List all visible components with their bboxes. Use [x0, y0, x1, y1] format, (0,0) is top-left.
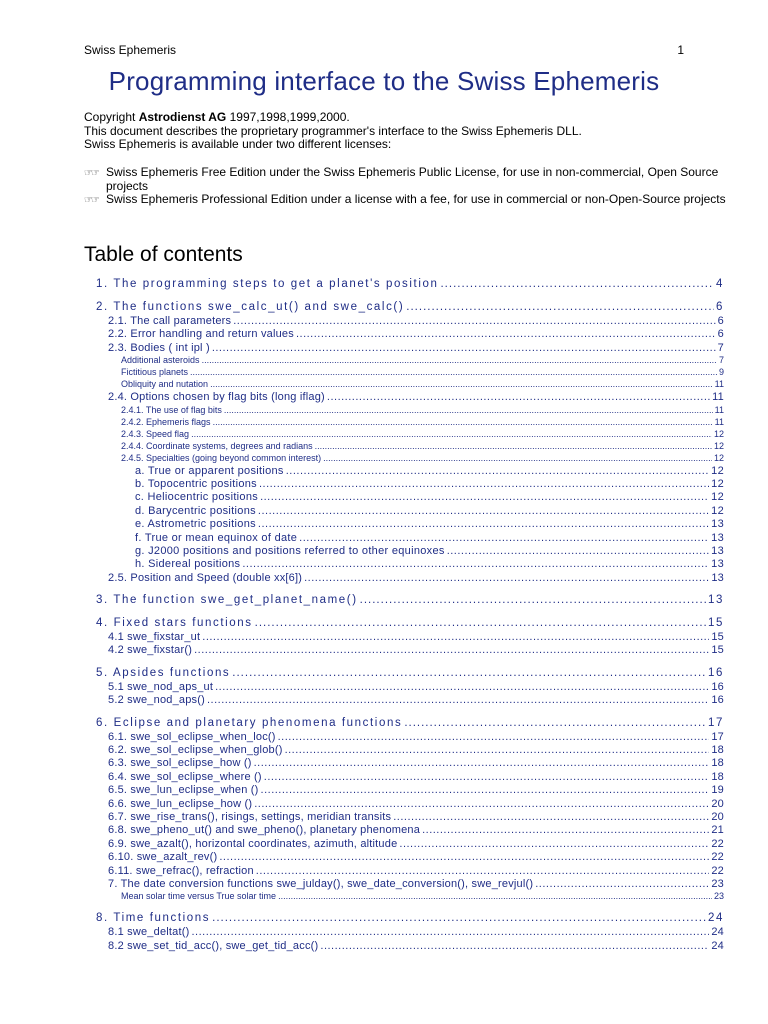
- toc-entry-page: 17: [708, 716, 724, 729]
- toc-entry-title: 7. The date conversion functions swe_julday(), swe_date_conversion(), swe_revjul(): [108, 877, 534, 890]
- toc-entry[interactable]: [96, 405, 724, 417]
- toc-leader-dots: [447, 545, 709, 557]
- toc-entry[interactable]: [96, 278, 724, 292]
- page-header: [84, 43, 684, 57]
- toc-entry[interactable]: [96, 838, 724, 851]
- toc-entry[interactable]: [96, 617, 724, 631]
- toc-entry-page: 11: [714, 416, 724, 427]
- toc-entry-page: 16: [711, 680, 724, 693]
- toc-leader-dots: [194, 644, 709, 656]
- toc-entry-page: 9: [718, 367, 724, 378]
- toc-leader-dots: [224, 405, 713, 415]
- toc-leader-dots: [254, 798, 709, 810]
- document-title: Programming interface to the Swiss Ephemeris: [108, 66, 660, 96]
- toc-entry-title: 6.7. swe_rise_trans(), risings, settings, meridian transits: [108, 810, 392, 823]
- toc-entry[interactable]: [96, 558, 724, 571]
- toc-entry[interactable]: [96, 594, 724, 608]
- toc-leader-dots: [323, 453, 712, 463]
- toc-leader-dots: [422, 824, 709, 836]
- toc-entry[interactable]: [96, 478, 724, 491]
- toc-leader-dots: [260, 491, 709, 503]
- toc-entry-page: 20: [711, 797, 724, 810]
- toc-entry[interactable]: [96, 891, 724, 903]
- toc-entry-title: 6.4. swe_sol_eclipse_where (): [108, 770, 262, 783]
- toc-entry-title: 6.11. swe_refrac(), refraction: [108, 864, 254, 877]
- toc-entry-title: 2.1. The call parameters: [108, 315, 232, 327]
- toc-entry[interactable]: [96, 681, 724, 694]
- intro: [84, 111, 744, 152]
- toc-entry-title: 6.2. swe_sol_eclipse_when_glob(): [108, 744, 283, 757]
- toc-entry-page: 13: [711, 531, 724, 544]
- toc-leader-dots: [320, 940, 709, 952]
- toc-entry-title: 2.2. Error handling and return values: [108, 328, 294, 341]
- toc-entry-title: 2.4.5. Specialties (going beyond common interest): [121, 452, 322, 463]
- toc-entry-title: 4. Fixed stars functions: [96, 617, 253, 630]
- copyright-line: [84, 111, 744, 125]
- toc-entry-title: Mean solar time versus True solar time: [121, 891, 277, 902]
- toc-entry-page: 4: [716, 278, 724, 290]
- toc-entry[interactable]: [96, 367, 724, 379]
- toc-entry[interactable]: [96, 865, 724, 878]
- toc-entry-page: 12: [711, 477, 724, 490]
- toc-entry-title: 6.10. swe_azalt_rev(): [108, 851, 218, 864]
- toc-entry[interactable]: [96, 391, 724, 404]
- toc-entry[interactable]: [96, 824, 724, 837]
- toc-entry[interactable]: [96, 757, 724, 770]
- toc-entry-page: 11: [714, 404, 724, 415]
- toc-entry-title: 2.4. Options chosen by flag bits (long iflag): [108, 391, 325, 404]
- toc-entry-page: 13: [711, 558, 724, 571]
- toc-leader-dots: [285, 744, 710, 756]
- toc-leader-dots: [399, 838, 709, 850]
- toc-entry[interactable]: [96, 429, 724, 441]
- toc-entry-page: 24: [711, 939, 724, 952]
- toc-entry-page: 7: [717, 341, 724, 354]
- toc-entry-page: 12: [711, 464, 724, 477]
- toc-entry-page: 23: [711, 877, 724, 890]
- toc-entry-title: e. Astrometric positions: [135, 518, 256, 531]
- toc-leader-dots: [440, 278, 714, 290]
- toc-heading: Table of contents: [84, 243, 243, 266]
- toc-entry[interactable]: [96, 926, 724, 939]
- toc-entry[interactable]: [96, 878, 724, 891]
- toc-leader-dots: [215, 681, 709, 693]
- toc-entry-title: b. Topocentric positions: [135, 477, 257, 490]
- toc-entry[interactable]: [96, 505, 724, 518]
- toc-leader-dots: [258, 505, 709, 517]
- toc-leader-dots: [535, 878, 709, 890]
- toc-entry-title: 6.1. swe_sol_eclipse_when_loc(): [108, 730, 276, 743]
- toc-leader-dots: [213, 417, 713, 427]
- toc-leader-dots: [278, 731, 710, 743]
- toc-entry[interactable]: [96, 441, 724, 453]
- toc-entry[interactable]: [96, 851, 724, 864]
- toc-entry-page: 12: [711, 504, 724, 517]
- toc-leader-dots: [233, 315, 715, 327]
- toc-leader-dots: [202, 355, 717, 365]
- toc-entry-title: 2.3. Bodies ( int ipl ): [108, 341, 210, 354]
- toc-entry-page: 18: [711, 770, 724, 783]
- toc-leader-dots: [210, 379, 713, 389]
- toc-entry-title: 3. The function swe_get_planet_name(): [96, 594, 358, 607]
- toc-entry[interactable]: [96, 784, 724, 797]
- intro-line-3: Swiss Ephemeris is available under two different licenses:: [84, 137, 392, 151]
- toc-entry-page: 22: [711, 851, 724, 864]
- toc-entry-title: 8.1 swe_deltat(): [108, 926, 190, 939]
- toc-entry-title: 2. The functions swe_calc_ut() and swe_calc(): [96, 301, 405, 313]
- toc-leader-dots: [254, 757, 710, 769]
- toc-entry-page: 11: [712, 391, 724, 404]
- toc-leader-dots: [191, 926, 709, 938]
- toc-leader-dots: [393, 811, 709, 823]
- toc-leader-dots: [406, 301, 714, 313]
- toc-entry-page: 17: [711, 730, 724, 743]
- toc-entry-page: 24: [711, 926, 724, 939]
- toc-entry[interactable]: [96, 518, 724, 531]
- toc-leader-dots: [327, 391, 710, 403]
- toc-entry[interactable]: [96, 798, 724, 811]
- toc-entry-page: 12: [713, 428, 724, 439]
- toc-leader-dots: [212, 912, 706, 924]
- toc-entry-page: 22: [711, 837, 724, 850]
- toc-leader-dots: [242, 558, 709, 570]
- toc-entry-title: 5. Apsides functions: [96, 666, 231, 679]
- toc-entry[interactable]: [96, 667, 724, 681]
- toc-entry-title: 4.2 swe_fixstar(): [108, 644, 193, 657]
- pointing-hand-icon: ☞☞: [84, 195, 98, 206]
- toc-entry-page: 16: [711, 694, 724, 707]
- toc-entry-title: 6.6. swe_lun_eclipse_how (): [108, 797, 253, 810]
- toc-leader-dots: [299, 532, 709, 544]
- toc-entry-page: 12: [711, 491, 724, 504]
- toc-entry[interactable]: [96, 631, 724, 644]
- toc-entry-title: f. True or mean equinox of date: [135, 531, 298, 544]
- toc-entry-title: 2.4.2. Ephemeris flags: [121, 416, 211, 427]
- toc-entry-title: c. Heliocentric positions: [135, 491, 259, 504]
- toc-entry[interactable]: [96, 717, 724, 731]
- toc-entry[interactable]: [96, 545, 724, 558]
- toc-entry[interactable]: [96, 491, 724, 504]
- copyright-years: 1997,1998,1999,2000.: [226, 110, 350, 124]
- toc-leader-dots: [404, 717, 706, 729]
- toc-entry[interactable]: [96, 453, 724, 465]
- toc-leader-dots: [315, 441, 712, 451]
- toc-entry-page: 12: [713, 452, 724, 463]
- toc-entry-title: 6.9. swe_azalt(), horizontal coordinates, azimuth, altitude: [108, 837, 398, 850]
- copyright-prefix: Copyright: [84, 110, 139, 124]
- toc-entry[interactable]: [96, 417, 724, 429]
- toc-entry-title: h. Sidereal positions: [135, 558, 241, 571]
- toc-entry-title: 2.4.4. Coordinate systems, degrees and radians: [121, 440, 313, 451]
- toc-entry-page: 12: [713, 440, 724, 451]
- toc-entry-title: 6.5. swe_lun_eclipse_when (): [108, 784, 259, 797]
- toc-entry-title: 6.8. swe_pheno_ut() and swe_pheno(), planetary phenomena: [108, 824, 421, 837]
- toc-leader-dots: [256, 865, 710, 877]
- toc-entry-title: 6.3. swe_sol_eclipse_how (): [108, 757, 252, 770]
- toc-entry[interactable]: [96, 379, 724, 391]
- toc-entry[interactable]: [96, 342, 724, 355]
- running-title: Swiss Ephemeris: [84, 43, 177, 57]
- toc-entry-title: 8.2 swe_set_tid_acc(), swe_get_tid_acc(): [108, 939, 319, 952]
- toc-entry-title: 1. The programming steps to get a planet's position: [96, 278, 439, 290]
- toc-entry[interactable]: [96, 572, 724, 585]
- toc-entry-page: 13: [708, 594, 724, 607]
- toc-entry[interactable]: [96, 731, 724, 744]
- toc-entry-page: 20: [711, 810, 724, 823]
- toc-entry[interactable]: [96, 315, 724, 328]
- toc-entry[interactable]: [96, 771, 724, 784]
- toc-entry-title: 2.4.3. Speed flag: [121, 428, 190, 439]
- intro-line-2: This document describes the proprietary programmer's interface to the Swiss Ephemeris DLL.: [84, 123, 582, 138]
- toc-leader-dots: [212, 342, 716, 354]
- toc-entry[interactable]: [96, 811, 724, 824]
- toc-entry-page: 22: [711, 864, 724, 877]
- toc-entry-page: 13: [711, 544, 724, 557]
- toc-entry[interactable]: [96, 644, 724, 657]
- toc-entry-page: 24: [708, 912, 724, 925]
- toc-entry-title: 4.1 swe_fixstar_ut: [108, 631, 201, 644]
- toc-leader-dots: [304, 572, 709, 584]
- toc-leader-dots: [232, 667, 706, 679]
- toc-entry-page: 19: [711, 784, 724, 797]
- toc-leader-dots: [219, 851, 709, 863]
- toc-leader-dots: [255, 617, 706, 629]
- toc-entry[interactable]: [96, 465, 724, 478]
- company-name: Astrodienst AG: [138, 110, 227, 124]
- toc-entry-page: 15: [708, 617, 724, 630]
- toc-leader-dots: [191, 429, 712, 439]
- toc-leader-dots: [278, 891, 712, 901]
- toc-entry-title: 5.2 swe_nod_aps(): [108, 694, 205, 707]
- toc-entry-title: Fictitious planets: [121, 367, 189, 378]
- toc-entry-page: 7: [718, 355, 724, 366]
- license-item: [84, 193, 744, 208]
- toc-leader-dots: [261, 784, 710, 796]
- toc-leader-dots: [202, 631, 709, 643]
- toc-leader-dots: [264, 771, 710, 783]
- toc-entry-page: 16: [708, 666, 724, 679]
- toc-entry[interactable]: [96, 694, 724, 707]
- toc-entry-page: 15: [711, 631, 724, 644]
- toc-entry-page: 18: [711, 744, 724, 757]
- toc-entry-page: 6: [717, 328, 724, 341]
- toc-entry[interactable]: [96, 301, 724, 315]
- toc-entry[interactable]: [96, 355, 724, 367]
- toc-entry-title: 5.1 swe_nod_aps_ut: [108, 680, 214, 693]
- table-of-contents: [96, 278, 724, 953]
- toc-entry-page: 15: [711, 644, 724, 657]
- toc-entry-title: 2.5. Position and Speed (double xx[6]): [108, 571, 303, 584]
- pointing-hand-icon: ☞☞: [84, 168, 98, 179]
- toc-entry-page: 23: [713, 891, 724, 902]
- toc-leader-dots: [258, 518, 709, 530]
- toc-entry-page: 11: [714, 379, 724, 390]
- toc-entry-page: 18: [711, 757, 724, 770]
- toc-leader-dots: [190, 367, 717, 377]
- license-text: Swiss Ephemeris Professional Edition under a license with a fee, for use in commercial or non-Open-Source projects: [106, 192, 726, 206]
- toc-leader-dots: [296, 328, 716, 340]
- license-text: Swiss Ephemeris Free Edition under the Swiss Ephemeris Public License, for use in non-commercial, Open Source projects: [106, 165, 719, 193]
- toc-leader-dots: [286, 465, 709, 477]
- toc-entry-page: 6: [717, 315, 724, 327]
- toc-entry[interactable]: [96, 940, 724, 953]
- toc-entry[interactable]: [96, 912, 724, 926]
- toc-leader-dots: [259, 478, 709, 490]
- license-item: [84, 166, 744, 193]
- toc-entry-title: a. True or apparent positions: [135, 464, 284, 477]
- toc-entry-page: 13: [711, 571, 724, 584]
- toc-entry-title: 8. Time functions: [96, 912, 211, 925]
- toc-leader-dots: [360, 594, 706, 606]
- toc-entry-page: 21: [711, 824, 724, 837]
- toc-entry-page: 6: [716, 301, 724, 313]
- toc-leader-dots: [207, 694, 709, 706]
- toc-entry[interactable]: [96, 532, 724, 545]
- toc-entry[interactable]: [96, 328, 724, 341]
- toc-entry-title: Additional asteroids: [121, 355, 200, 366]
- license-list: [84, 166, 744, 208]
- toc-entry-title: g. J2000 positions and positions referred to other equinoxes: [135, 544, 445, 557]
- page-number: 1: [677, 43, 684, 57]
- toc-entry[interactable]: [96, 744, 724, 757]
- toc-entry-title: Obliquity and nutation: [121, 379, 209, 390]
- toc-entry-title: 2.4.1. The use of flag bits: [121, 404, 222, 415]
- toc-entry-title: 6. Eclipse and planetary phenomena functions: [96, 716, 403, 729]
- toc-entry-title: d. Barycentric positions: [135, 504, 256, 517]
- toc-entry-page: 13: [711, 518, 724, 531]
